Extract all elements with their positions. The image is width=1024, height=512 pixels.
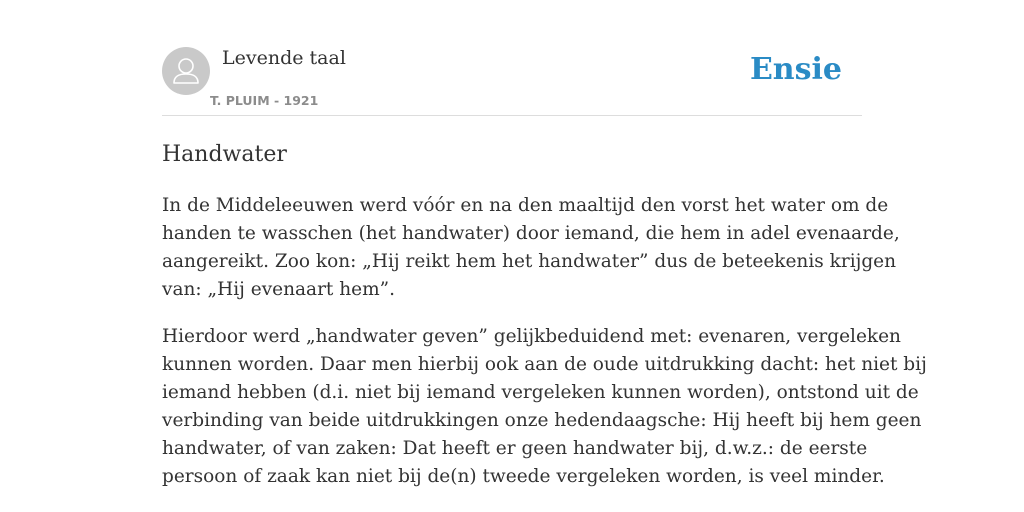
divider xyxy=(162,115,862,116)
text-line: aangereikt. Zoo kon: „Hij reikt hem het handwater” dus de beteekenis krijgen xyxy=(162,251,897,272)
user-icon xyxy=(162,47,210,95)
entry-body xyxy=(162,192,927,510)
avatar[interactable] xyxy=(162,47,210,95)
text-line: persoon of zaak kan niet bij de(n) tweede vergeleken worden, is veel minder. xyxy=(162,466,885,487)
entry-title: Handwater xyxy=(162,142,287,167)
brand-logo[interactable]: Ensie xyxy=(749,52,842,87)
source-meta: T. PLUIM - 1921 xyxy=(210,93,319,108)
text-line: Hierdoor werd „handwater geven” gelijkbeduidend met: evenaren, vergeleken xyxy=(162,326,901,347)
text-line: iemand hebben (d.i. niet bij iemand vergeleken kunnen worden), ontstond uit de xyxy=(162,382,919,403)
source-title[interactable]: Levende taal xyxy=(222,47,346,69)
text-line: verbinding van beide uitdrukkingen onze hedendaagsche: Hij heeft bij hem geen xyxy=(162,410,922,431)
text-line: handen te wasschen (het handwater) door iemand, die hem in adel evenaarde, xyxy=(162,223,900,244)
text-line: kunnen worden. Daar men hierbij ook aan de oude uitdrukking dacht: het niet bij xyxy=(162,354,927,375)
paragraph xyxy=(162,323,927,491)
text-line: In de Middeleeuwen werd vóór en na den maaltijd den vorst het water om de xyxy=(162,195,889,216)
text-line: van: „Hij evenaart hem”. xyxy=(162,279,395,300)
text-line: handwater, of van zaken: Dat heeft er geen handwater bij, d.w.z.: de eerste xyxy=(162,438,868,459)
paragraph xyxy=(162,192,900,304)
